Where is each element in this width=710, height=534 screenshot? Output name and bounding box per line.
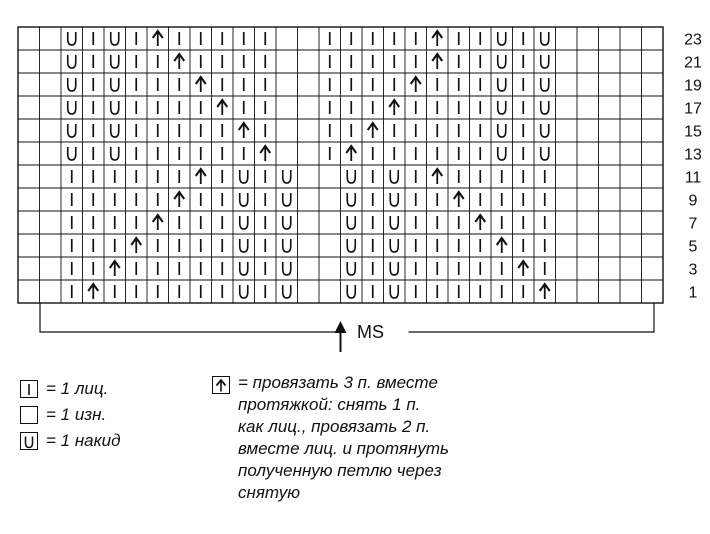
row-number: 19	[684, 77, 702, 95]
row-number: 23	[684, 31, 702, 49]
decrease-line-1: = провязать 3 п. вместе	[238, 373, 438, 392]
decrease-3-together-icon	[212, 376, 230, 394]
row-number: 7	[688, 215, 698, 233]
decrease-line-4: вместе лиц. и протянуть	[238, 439, 449, 458]
row-number: 21	[684, 54, 702, 72]
row-number: 11	[684, 169, 702, 187]
purl-stitch-icon	[20, 406, 38, 424]
ms-bracket-left	[40, 303, 339, 332]
row-number: 17	[684, 100, 702, 118]
legend-purl-label: = 1 изн.	[46, 405, 107, 424]
row-number: 5	[688, 238, 698, 256]
ms-bracket-right	[409, 303, 655, 332]
row-number: 1	[688, 284, 698, 302]
ms-label: MS	[357, 322, 384, 342]
ms-arrow-head	[335, 321, 347, 333]
knit-stitch-icon	[20, 380, 38, 398]
decrease-line-2: протяжкой: снять 1 п.	[238, 395, 421, 414]
row-number: 9	[688, 192, 698, 210]
row-number: 15	[684, 123, 702, 141]
yarn-over-icon	[20, 432, 38, 450]
legend-knit-label: = 1 лиц.	[46, 379, 109, 398]
decrease-line-5: полученную петлю через	[238, 461, 442, 480]
row-number: 13	[684, 146, 702, 164]
decrease-line-3: как лиц., провязать 2 п.	[238, 417, 431, 436]
decrease-line-6: снятую	[238, 483, 301, 502]
decrease-legend	[212, 372, 502, 512]
legend-yarn-over-label: = 1 накид	[46, 431, 121, 450]
row-number: 3	[688, 261, 698, 279]
symbol-legend	[20, 378, 200, 458]
